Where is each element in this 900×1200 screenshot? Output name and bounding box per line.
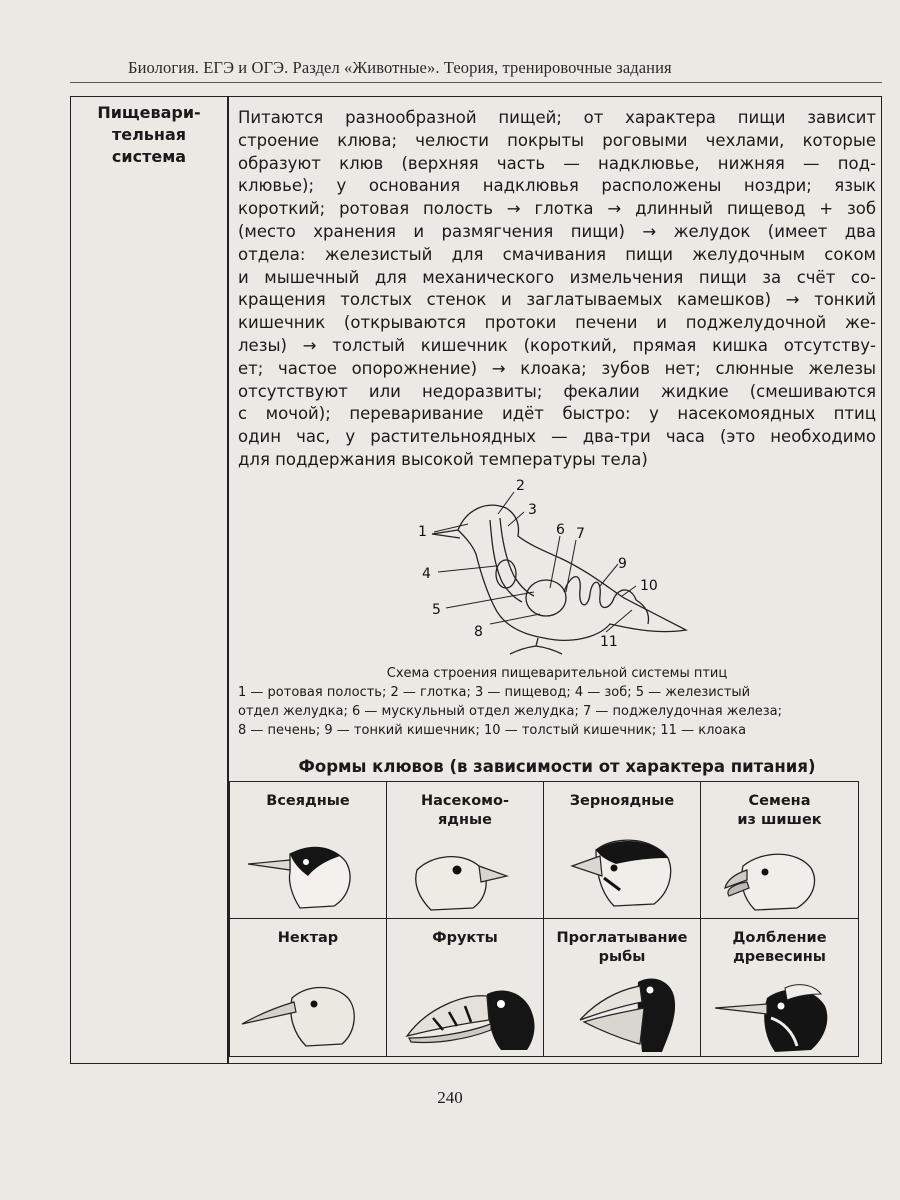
- nectar-beak-icon: [230, 958, 387, 1054]
- esophagus-shape: [490, 520, 522, 602]
- beak-cell-cone-seeds: [701, 782, 858, 919]
- body-line: кращения толстых стенок и заглатываемых камешков) → тонкий: [238, 290, 876, 310]
- body-line: короткий; ротовая полость → глотка → длинный пищевод + зоб: [238, 199, 876, 219]
- diagram-label: 5: [432, 602, 441, 618]
- beak-label: Семена: [748, 793, 811, 809]
- body-paragraph: [238, 107, 876, 472]
- body-line: лезы) → толстый кишечник (короткий, прямая кишка отсутству-: [238, 335, 876, 355]
- beak-cell-woodpecker: [701, 919, 858, 1056]
- beak-label: из шишек: [737, 812, 822, 828]
- body-line: для поддержания высокой температуры тела): [238, 449, 648, 469]
- body-line: строение клюва; челюсти покрыты роговыми чехлами, которые: [238, 130, 876, 150]
- beak-cell-nectar: [230, 919, 387, 1056]
- body-line: с мочой); переваривание идёт быстро: у насекомоядных птиц: [238, 404, 876, 424]
- diagram-label: 4: [422, 566, 431, 582]
- section-title-line: система: [111, 147, 187, 166]
- beak-cell-fish: [544, 919, 701, 1056]
- bird-outline: [458, 505, 686, 640]
- beak-label: Насекомо-: [421, 793, 509, 809]
- body-line: кишечник (открываются протоки печени и поджелудочной же-: [238, 313, 876, 333]
- beak-label: Зерноядные: [569, 793, 675, 809]
- section-title-line: Пищевари-: [97, 103, 201, 122]
- body-line: ет; частое опорожнение) → клоака; зубов нет; слюнные железы: [238, 358, 876, 378]
- beak-label: Проглатывание: [556, 930, 688, 946]
- body-line: клювье); у основания надклювья расположены ноздри; язык: [238, 176, 876, 196]
- diagram-label: 7: [576, 526, 585, 542]
- header-rule: [70, 82, 882, 83]
- body-line: и мышечный для механического измельчения пищи за счёт со-: [238, 267, 876, 287]
- woodpecker-beak-icon: [701, 974, 858, 1054]
- diagram-label: 3: [528, 502, 537, 518]
- beak-forms-title: Формы клювов (в зависимости от характера питания): [298, 757, 816, 776]
- omnivore-beak-icon: [230, 820, 387, 916]
- toucan-beak-icon: [387, 958, 544, 1054]
- diagram-label: 6: [556, 522, 565, 538]
- diagram-label: 8: [474, 624, 483, 640]
- beak-cell-omnivore: [230, 782, 387, 919]
- beak-label: древесины: [733, 949, 826, 965]
- stomach-shape: [526, 580, 566, 616]
- caption-line: отдел желудка; 6 — мускульный отдел желудка; 7 — поджелудочная железа;: [238, 704, 783, 719]
- granivore-beak-icon: [544, 820, 701, 916]
- body-line: образуют клюв (верхняя часть — надклювье, нижняя — под-: [238, 153, 876, 173]
- diagram-caption: [238, 664, 876, 740]
- beak-label: Долбление: [732, 930, 827, 946]
- beak-label: рыбы: [598, 949, 646, 965]
- diagram-label: 11: [600, 634, 618, 650]
- beak-cell-granivore: [544, 782, 701, 919]
- page-number: 240: [437, 1088, 463, 1107]
- body-line: один час, у растительноядных — два-три часа (это необходимо: [238, 427, 876, 447]
- beak-label: Нектар: [277, 930, 339, 946]
- caption-title: Схема строения пищеварительной системы птиц: [386, 666, 728, 681]
- beak-label: ядные: [438, 812, 492, 828]
- digestive-system-diagram: [410, 474, 700, 660]
- diagram-label: 2: [516, 478, 525, 494]
- beak-label: Фрукты: [432, 930, 498, 946]
- diagram-label: 10: [640, 578, 658, 594]
- caption-line: 1 — ротовая полость; 2 — глотка; 3 — пищевод; 4 — зоб; 5 — железистый: [238, 685, 751, 700]
- diagram-label: 9: [618, 556, 627, 572]
- section-title: [78, 102, 220, 168]
- crossbill-beak-icon: [701, 836, 858, 916]
- beak-cell-fruit: [387, 919, 544, 1056]
- caption-line: 8 — печень; 9 — тонкий кишечник; 10 — толстый кишечник; 11 — клоака: [238, 723, 747, 738]
- body-line: отдела: железистый для смачивания пищи желудочным соком: [238, 244, 876, 264]
- beak-forms-grid: [229, 781, 859, 1057]
- insectivore-beak-icon: [387, 836, 544, 916]
- section-title-line: тельная: [111, 125, 187, 144]
- body-line: отсутствуют или недоразвиты; фекалии жидкие (смешиваются: [238, 381, 876, 401]
- diagram-label: 1: [418, 524, 427, 540]
- body-line: Питаются разнообразной пищей; от характера пищи зависит: [238, 108, 876, 127]
- body-line: (место хранения и размягчения пищи) → желудок (имеет два: [238, 221, 876, 241]
- running-header: Биология. ЕГЭ и ОГЭ. Раздел «Животные». Теория, тренировочные задания: [128, 58, 672, 77]
- beak-cell-insectivore: [387, 782, 544, 919]
- beak-label: Всеядные: [266, 793, 350, 809]
- pelican-beak-icon: [544, 968, 701, 1054]
